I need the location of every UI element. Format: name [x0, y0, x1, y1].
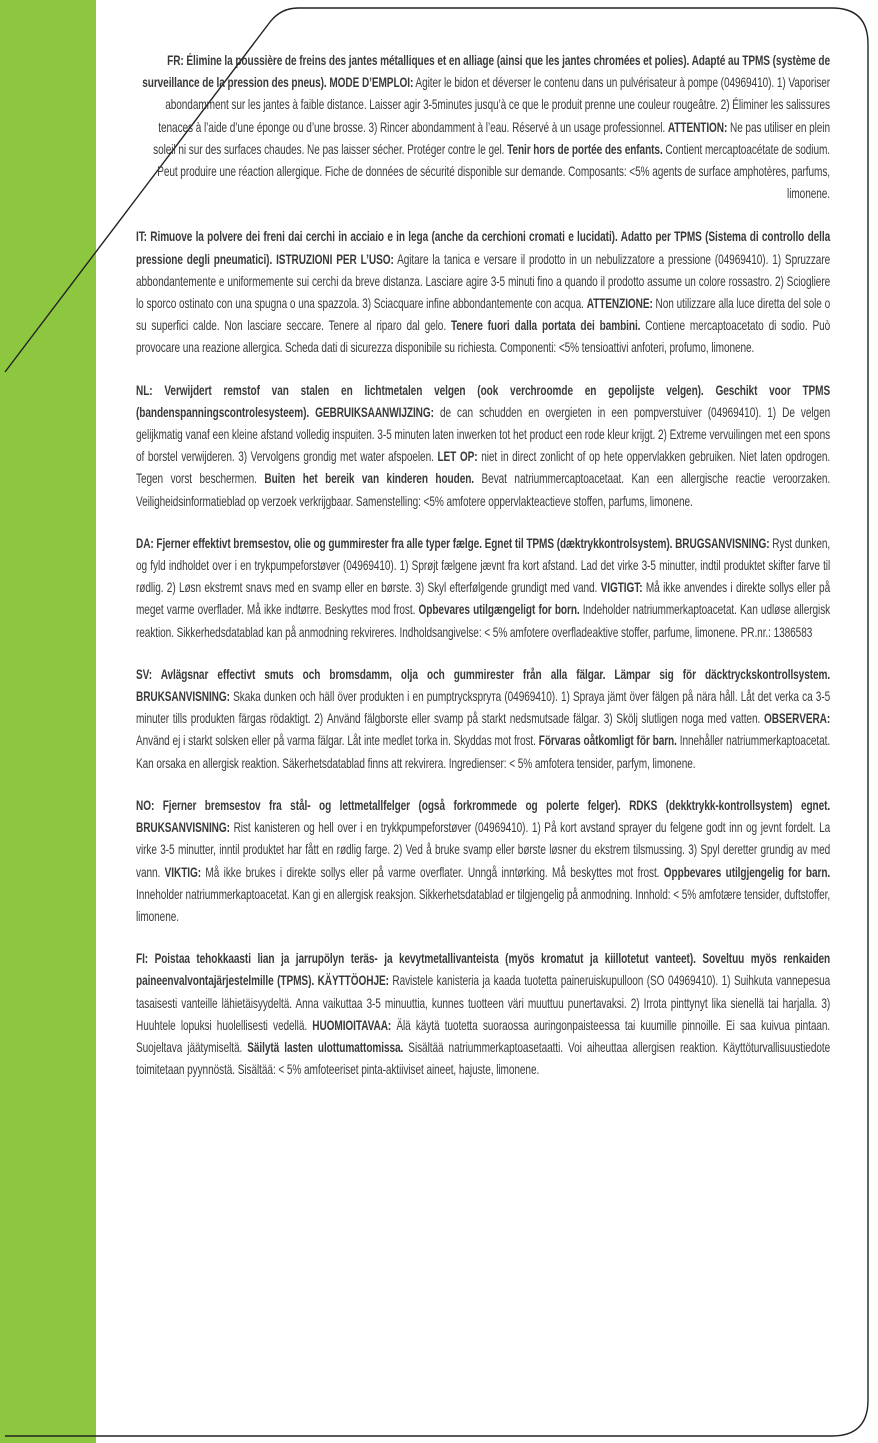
bold-text-segment: FR: Élimine la poussière de freins des jantes métalliques et en alliage (ainsi que les jantes chromées et polies). Adapté au TPMS (système de surveillance de la pression des pneus). MODE D’EMPLOI: — [142, 53, 831, 91]
bold-text-segment: OBSERVERA: — [763, 711, 831, 727]
text-segment: Ravistele kanisteria ja kaada tuotetta paineruiskupulloon (SO 04969410). 1) Suihkuta vannepesua tasaisesti vanteille lähietäisyydeltä. Anna vaikuttaa 3-5 minuuttia, kunnes tuotteen väri muuttuu punertavaksi. 2) Irrota pinttynyt lika sienellä tai harjalla. 3) Huuhtele lopuksi huolellisesti vedellä. — [136, 973, 831, 1033]
bold-text-segment: Oppbevares utilgjengelig for barn. — [663, 864, 831, 880]
bold-text-segment: ATTENTION: — [667, 119, 728, 135]
text-segment: Inneholder natriummerkaptoacetat. Kan gi en allergisk reaksjon. Sikkerhetsdatablad er tilgjengelig på anmodning. Innhold: < 5% amfotære tensider, duftstoffer, limonene. — [136, 886, 831, 924]
bold-text-segment: Buiten het bereik van kinderen houden. — [264, 471, 475, 487]
paragraph-it — [136, 226, 830, 359]
paragraph-sv — [136, 664, 830, 775]
bold-text-segment: Tenir hors de portée des enfants. — [507, 141, 663, 157]
text-segment: Älä käytä tuotetta suoraossa auringonpaisteessa tai kuumille pinnoille. Ei saa kuivua pintaan. Suojeltava jäätymiseltä. — [136, 1017, 831, 1055]
paragraph-no — [136, 795, 830, 928]
bold-text-segment: FI: Poistaa tehokkaasti lian ja jarrupölyn teräs- ja kevytmetallivanteista (myös kromatut ja kiillotetut vanteet). Soveltuu myös renkaiden paineenvalvontajärjestelmille (TPMS). KÄYTTÖOHJE: — [136, 951, 831, 989]
bold-text-segment: Tenere fuori dalla portata dei bambini. — [450, 318, 641, 334]
paragraph-fr — [136, 50, 830, 205]
text-segment: Använd ej i starkt solsken eller på varma fälgar. Låt inte medlet torka in. Skyddas mot frost. — [136, 733, 539, 749]
bold-text-segment: VIKTIG: — [164, 864, 202, 880]
text-segment: Sisältää natriummerkaptoasetaatti. Voi aiheuttaa allergisen reaktion. Käyttöturvallisuustiedote toimitetaan pyynnöstä. Sisältää: < 5% amfoteeriset pinta-aktiiviset aineet, hajuste, limonene. — [136, 1039, 831, 1078]
text-segment: Contient mercaptoacétate de sodium. Peut produire une réaction allergique. Fiche de données de sécurité disponible sur demande. Composants: <5% agents de surface amphotères, parfums, limonene. — [157, 141, 830, 202]
text-segment: niet in direct zonlicht of op hete oppervlakken gebruiken. Niet laten opdrogen. Tegen vorst beschermen. — [136, 449, 831, 487]
text-segment: Bevat natriummercaptoacetaat. Kan een allergische reactie veroorzaken. Veiligheidsinformatieblad op verzoek verkrijgbaar. Samenstelling: <5% amfotere oppervlakteactieve stoffen, parfums, limonene. — [136, 471, 831, 509]
text-segment: Indeholder natriummerkaptoacetat. Kan udløse allergisk reaktion. Sikkerhedsdatablad kan på anmodning rekvireres. Indholdsangivelse: < 5% amfotere overfladeaktive stoffer, parfume, limonene. PR.nr.: 1386583 — [136, 602, 831, 640]
bold-text-segment: VIGTIGT: — [600, 580, 643, 596]
bold-text-segment: Säilytä lasten ulottumattomissa. — [247, 1039, 404, 1055]
text-segment: de can schudden en overgieten in een pompverstuiver (04969410). 1) De velgen gelijkmatig vanaf een kleine afstand volledig inspuiten. 3-5 minuten laten inwerken tot het product een rode kleur krijgt. 2) Extreme vervuilingen met een spons of borstel verwijderen. 3) Vervolgens grondig met water afspoelen. — [136, 404, 831, 465]
text-segment: Agiter le bidon et déverser le contenu dans un pulvérisateur à pompe (04969410). 1) Vaporiser abondamment sur les jantes à faible distance. Laisser agir 3-5minutes jusqu’à ce que le produit prenne une couleur rougeâtre. 2) Éliminer les salissures tenaces à l’aide d’une éponge ou d’une brosse. 3) Rincer abondamment à l’eau. Réservé à un usage professionnel. — [158, 75, 831, 135]
bold-text-segment: LET OP: — [437, 449, 478, 465]
text-segment: Non utilizzare alla luce diretta del sole o su superfici calde. Non lasciare seccare. Tenere al riparo dal gelo. — [136, 296, 831, 334]
bold-text-segment: NL: Verwijdert remstof van stalen en lichtmetalen velgen (ook verchroomde en gepolijste velgen). Geschikt voor TPMS (bandenspanningscontrolesysteem). GEBRUIKSAANWIJZING: — [136, 382, 831, 420]
instructions-text — [136, 50, 830, 1420]
text-segment: Må ikke anvendes i direkte sollys eller på meget varme overflader. Må ikke indtørre. Beskyttes mod frost. — [136, 580, 831, 618]
bold-text-segment: HUOMIOITAVAA: — [312, 1017, 392, 1033]
text-segment: Contiene mercaptoacetato di sodio. Può provocare una reazione allergica. Scheda dati di sicurezza disponibile su richiesta. Componenti: <5% tensioattivi anfoteri, profumo, limonene. — [136, 318, 831, 356]
bold-text-segment: Opbevares utilgængeligt for born. — [418, 602, 580, 618]
bold-text-segment: NO: Fjerner bremsestov fra stål- og lettmetallfelger (også forkrommede og polerte felger). RDKS (dekktrykk-kontrollsystem) egnet. BRUKSANVISNING: — [136, 797, 831, 836]
text-segment: Ne pas utiliser en plein soleil ni sur des surfaces chaudes. Ne pas laisser sécher. Protéger contre le gel. — [153, 119, 830, 157]
bold-text-segment: Förvaras oåtkomligt för barn. — [538, 733, 677, 749]
text-segment: Rist kanisteren og hell over i en trykkpumpeforstøver (04969410). 1) På kort avstand sprayer du felgene godt inn og jevnt fordelt. La virke 3-5 minutter, inntil produktet har fått en rødlig farge. 2) Ved å bruke svamp eller børste løsner du ekstrem tilsmussing. 3) Spyl deretter grundig av med vann. — [136, 820, 831, 880]
text-segment: Ryst dunken, og fyld indholdet over i en trykpumpeforstøver (04969410). 1) Sprøjt fælgene jævnt fra kort afstand. Lad det virke 3-5 minutter, indtil produktet skifter farve til rødlig. 2) Løsn ekstremt snavs med en svamp eller en børste. 3) Skyl efterfølgende grundigt med vand. — [136, 535, 831, 596]
text-segment: Skaka dunken och häll över produkten i en pumptrycksprута (04969410). 1) Spraya jämt över fälgen på nära håll. Låt det verka ca 3-5 minuter tills produkten färgas rödaktigt. 2) Använd fälgborste eller svamp på starkt nedsmutsade fälgar. 3) Skölj slutligen noga med vatten. — [136, 689, 831, 727]
text-segment: Innehåller natriummerkaptoacetat. Kan orsaka en allergisk reaktion. Säkerhetsdatablad finns att rekvirera. Ingredienser: < 5% amfotera tensider, parfym, limonene. — [136, 733, 831, 771]
bold-text-segment: ATTENZIONE: — [586, 296, 653, 312]
bold-text-segment: SV: Avlägsnar effectivt smuts och bromsdamm, olja och gummirester från alla fälgar. Lämpar sig för däcktryckskontrollsystem. BRUKSANVISNING: — [136, 666, 831, 705]
bold-text-segment: DA: Fjerner effektivt bremsestov, olie og gummirester fra alle typer fælge. Egnet til TPMS (dæktrykkontrolsystem). BRUGSANVISNING: — [136, 535, 770, 551]
text-segment: Agitare la tanica e versare il prodotto in un nebulizzatore a pressione (04969410). 1) Spruzzare abbondantemente e uniformemente sui cerchi da breve distanza. Lasciare agire 3-5 minuti fino a quando il prodotto assume un colore rossastro. 2) Sciogliere lo sporco ostinato con una spugna o una spazzola. 3) Sciacquare infine abbondantemente con acqua. — [136, 251, 831, 312]
paragraph-fi — [136, 948, 830, 1081]
text-segment: Må ikke brukes i direkte sollys eller på varme overflater. Unngå inntørking. Må beskyttes mot frost. — [201, 864, 664, 880]
bold-text-segment: IT: Rimuove la polvere dei freni dai cerchi in acciaio e in lega (anche da cerchioni cromati e lucidati). Adatto per TPMS (Sistema di controllo della pressione degli pneumatici). ISTRUZIONI PER L’USO: — [136, 229, 831, 267]
paragraph-da — [136, 533, 830, 644]
paragraph-nl — [136, 380, 830, 513]
